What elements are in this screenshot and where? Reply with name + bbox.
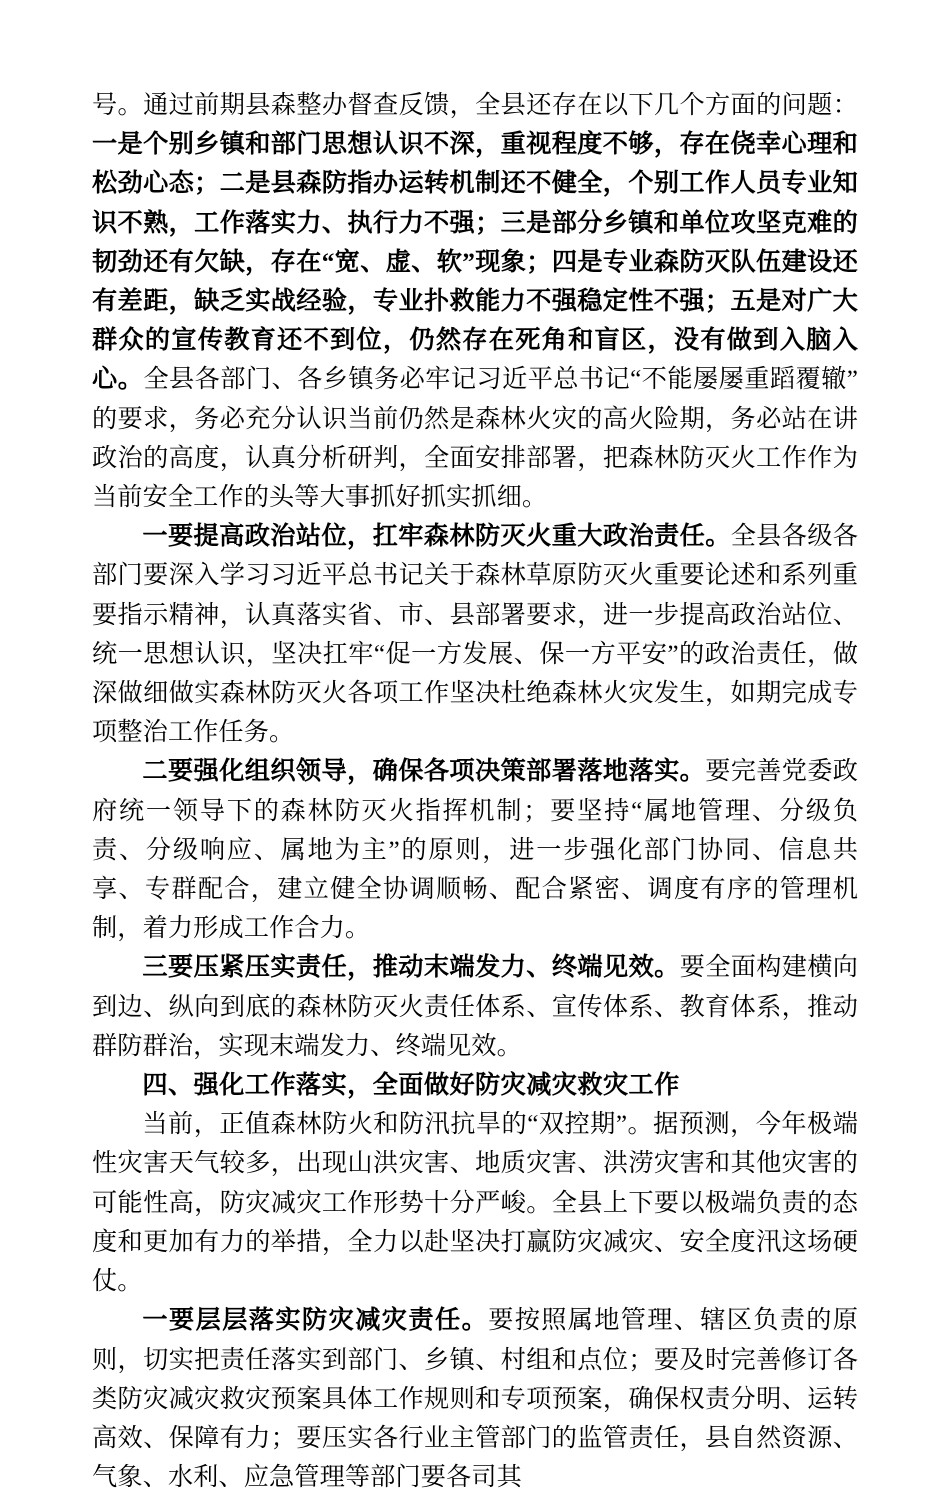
paragraph-disaster-responsibility [92,1301,858,1497]
paragraph-3-body: 要完善党委政府统一领导下的森林防灭火指挥机制；要坚持“属地管理、分级负责、分级响应、属地为主”的原则，进一步强化部门协同、信息共享、专群配合，建立健全协调顺畅、配合紧密、调度有序的管理机制，着力形成工作合力。 [92,758,858,943]
paragraph-1-plain-head: 号。通过前期县森整办督查反馈，全县还存在以下几个方面的问题： [92,92,858,119]
paragraph-3-lead-bold: 二要强化组织领导，确保各项决策部署落地落实。 [142,758,706,786]
paragraph-1-plain-tail: 全县各部门、各乡镇务必牢记习近平总书记“不能屡屡重蹈覆辙”的要求，务必充分认识当前仍然是森林火灾的高火险期，务必站在讲政治的高度，认真分析研判，全面安排部署，把森林防灭火工作作为当前安全工作的头等大事抓好抓实抓细。 [92,366,858,512]
document-body [92,86,858,1497]
paragraph-point-three-responsibility [92,948,858,1066]
paragraph-4-body: 要全面构建横向到边、纵向到底的森林防灭火责任体系、宣传体系、教育体系，推动群防群治，实现末端发力、终端见效。 [92,954,859,1060]
paragraph-1-bold-enumeration: 一是个别乡镇和部门思想认识不深，重视程度不够，存在侥幸心理和松劲心态；二是县森防指办运转机制还不健全，个别工作人员专业知识不熟，工作落实力、执行力不强；三是部分乡镇和单位攻坚克难的韧劲还有欠缺，存在“宽、虚、软”现象；四是专业森防灭队伍建设还有差距，缺乏实战经验，专业扑救能力不强稳定性不强；五是对广大群众的宣传教育还不到位，仍然存在死角和盲区，没有做到入脑入心。 [92,131,858,394]
paragraph-6-body: 要按照属地管理、辖区负责的原则，切实把责任落实到部门、乡镇、村组和点位；要及时完善修订各类防灾减灾救灾预案具体工作规则和专项预案，确保权责分明、运转高效、保障有力；要压实各行业主管部门的监管责任，县自然资源、气象、水利、应急管理等部门要各司其 [92,1307,858,1492]
paragraph-6-lead-bold: 一要层层落实防灾减灾责任。 [142,1307,489,1335]
paragraph-problems-summary [92,86,858,517]
paragraph-2-body: 全县各级各部门要深入学习习近平总书记关于森林草原防灭火重要论述和系列重要指示精神，认真落实省、市、县部署要求，进一步提高政治站位、统一思想认识，坚决扛牢“促一方发展、保一方平安”的政治责任，做深做细做实森林防灭火各项工作坚决杜绝森林火灾发生，如期完成专项整治工作任务。 [92,523,858,747]
paragraph-point-two-organization [92,752,858,948]
paragraph-2-lead-bold: 一要提高政治站位，扛牢森林防灭火重大政治责任。 [142,523,731,551]
section-heading-four: 四、强化工作落实，全面做好防灾减灾救灾工作 [142,1071,680,1100]
paragraph-point-one-political-stance [92,517,858,752]
paragraph-5-body: 当前，正值森林防火和防汛抗旱的“双控期”。据预测，今年极端性灾害天气较多，出现山洪灾害、地质灾害、洪涝灾害和其他灾害的可能性高，防灾减灾工作形势十分严峻。全县上下要以极端负责的态度和更加有力的举措，全力以赴坚决打赢防灾减灾、安全度汛这场硬仗。 [92,1111,858,1296]
paragraph-current-situation [92,1105,858,1301]
paragraph-4-lead-bold: 三要压紧压实责任，推动末端发力、终端见效。 [142,954,680,982]
